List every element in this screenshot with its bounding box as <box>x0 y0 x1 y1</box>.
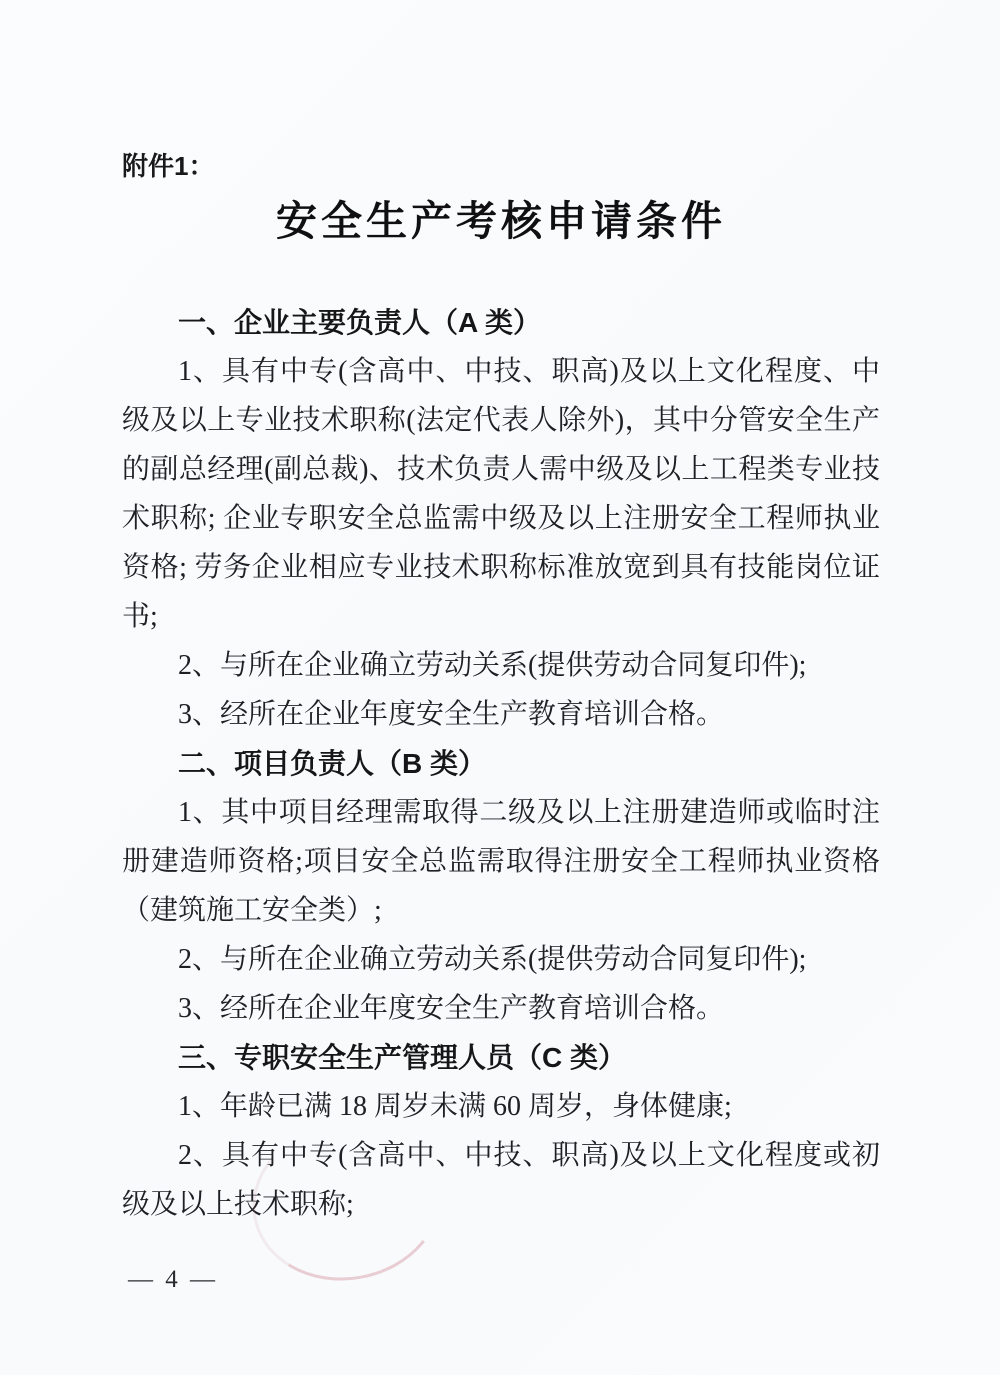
section-c <box>122 1033 880 1229</box>
paragraph: 3、经所在企业年度安全生产教育培训合格。 <box>178 993 725 1024</box>
document-content <box>122 150 880 1229</box>
paragraph: 2、具有中专(含高中、中技、职高)及以上文化程度或初级及以上技术职称; <box>122 1140 880 1220</box>
sections-container <box>122 298 880 1229</box>
section-a <box>122 298 880 739</box>
section-heading-a: 一、企业主要负责人（A 类） <box>178 307 541 338</box>
paragraph: 1、年龄已满 18 周岁未满 60 周岁，身体健康; <box>178 1091 732 1122</box>
page-number: — 4 — <box>128 1266 218 1293</box>
document-title: 安全生产考核申请条件 <box>276 198 726 244</box>
paragraph: 2、与所在企业确立劳动关系(提供劳动合同复印件); <box>178 650 807 681</box>
paragraph: 3、经所在企业年度安全生产教育培训合格。 <box>178 699 725 730</box>
section-heading-b: 二、项目负责人（B 类） <box>178 748 487 779</box>
paragraph: 1、其中项目经理需取得二级及以上注册建造师或临时注册建造师资格;项目安全总监需取得注册安全工程师执业资格（建筑施工安全类）; <box>122 797 880 926</box>
paragraph: 2、与所在企业确立劳动关系(提供劳动合同复印件); <box>178 944 807 975</box>
section-heading-c: 三、专职安全生产管理人员（C 类） <box>178 1042 627 1073</box>
section-b <box>122 739 880 1033</box>
attachment-label: 附件1： <box>122 151 215 181</box>
paragraph: 1、具有中专(含高中、中技、职高)及以上文化程度、中级及以上专业技术职称(法定代表人除外)，其中分管安全生产的副总经理(副总裁)、技术负责人需中级及以上工程类专业技术职称; 企业专职安全总监需中级及以上注册安全工程师执业资格; 劳务企业相应专业技术职称标准放宽到具有技能岗位证书; <box>122 356 880 632</box>
